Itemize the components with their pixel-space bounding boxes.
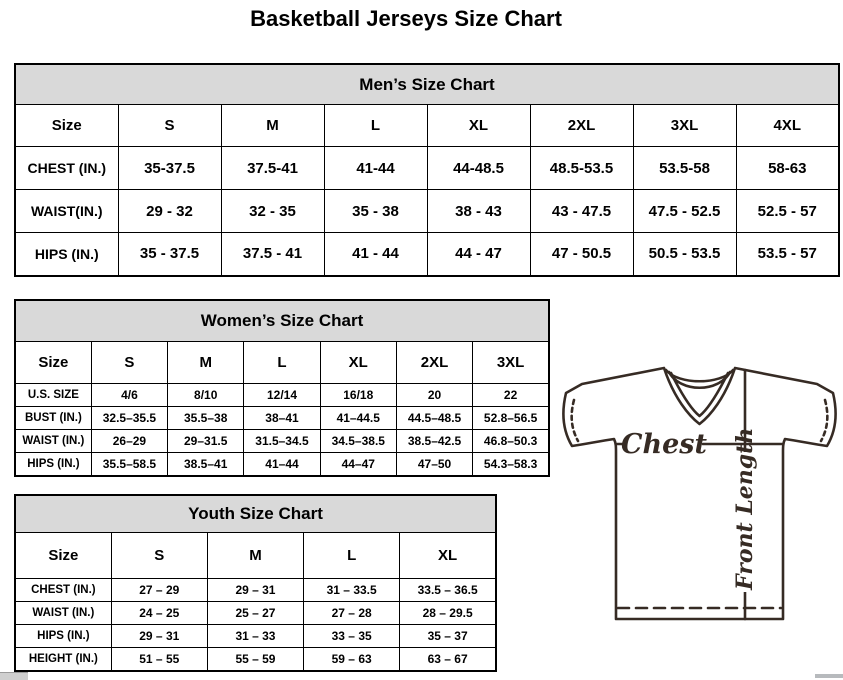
youth-cell: 55 – 59 [207,648,303,671]
youth-cell: 29 – 31 [207,579,303,602]
mens-cell: 38 - 43 [427,190,530,233]
youth-table-row [15,602,496,625]
youth-cell: 59 – 63 [304,648,400,671]
mens-cell: 35 - 37.5 [118,233,221,276]
womens-row-label: U.S. SIZE [15,384,91,407]
mens-cell: 41-44 [324,147,427,190]
womens-cell: 4/6 [91,384,167,407]
mens-cell: 48.5-53.5 [530,147,633,190]
page-title: Basketball Jerseys Size Chart [250,6,562,31]
mens-cell: 37.5-41 [221,147,324,190]
womens-column-header: M [168,342,244,384]
front-length-measurement-label: Front Length [732,427,758,590]
mens-column-header: 2XL [530,105,633,147]
mens-cell: 35-37.5 [118,147,221,190]
womens-cell: 34.5–38.5 [320,430,396,453]
womens-cell: 35.5–38 [168,407,244,430]
youth-cell: 25 – 27 [207,602,303,625]
youth-cell: 24 – 25 [111,602,207,625]
youth-row-label: HIPS (IN.) [15,625,111,648]
youth-cell: 33 – 35 [304,625,400,648]
womens-cell: 22 [473,384,549,407]
womens-size-chart-table [14,299,550,477]
womens-column-header: Size [15,342,91,384]
mens-cell: 47.5 - 52.5 [633,190,736,233]
womens-cell: 32.5–35.5 [91,407,167,430]
mens-row-label: CHEST (IN.) [15,147,118,190]
womens-column-header: 3XL [473,342,549,384]
youth-cell: 51 – 55 [111,648,207,671]
mens-column-header: S [118,105,221,147]
womens-table-row [15,453,549,476]
womens-chart-title: Women’s Size Chart [15,300,549,342]
youth-chart-title: Youth Size Chart [15,495,496,533]
mens-cell: 53.5 - 57 [736,233,839,276]
mens-table-row [15,190,839,233]
youth-column-header: XL [400,533,496,579]
youth-cell: 27 – 28 [304,602,400,625]
womens-table-row [15,384,549,407]
womens-column-header: L [244,342,320,384]
womens-cell: 8/10 [168,384,244,407]
womens-cell: 38.5–41 [168,453,244,476]
mens-column-header: 4XL [736,105,839,147]
womens-cell: 12/14 [244,384,320,407]
chest-measurement-label: Chest [621,429,707,460]
mens-cell: 44 - 47 [427,233,530,276]
youth-table-row [15,579,496,602]
mens-row-label: HIPS (IN.) [15,233,118,276]
womens-cell: 38–41 [244,407,320,430]
youth-cell: 29 – 31 [111,625,207,648]
youth-cell: 31 – 33.5 [304,579,400,602]
womens-cell: 38.5–42.5 [396,430,472,453]
mens-cell: 41 - 44 [324,233,427,276]
womens-column-header: 2XL [396,342,472,384]
youth-row-label: HEIGHT (IN.) [15,648,111,671]
womens-column-header: S [91,342,167,384]
womens-table-row [15,430,549,453]
mens-cell: 47 - 50.5 [530,233,633,276]
mens-size-chart-table [14,63,840,277]
womens-cell: 29–31.5 [168,430,244,453]
jersey-measurement-diagram [560,360,838,628]
mens-cell: 37.5 - 41 [221,233,324,276]
youth-cell: 28 – 29.5 [400,602,496,625]
mens-column-header: XL [427,105,530,147]
womens-cell: 41–44.5 [320,407,396,430]
youth-column-header: L [304,533,400,579]
youth-cell: 35 – 37 [400,625,496,648]
mens-column-header: L [324,105,427,147]
mens-column-header: 3XL [633,105,736,147]
womens-row-label: WAIST (IN.) [15,430,91,453]
scrollbar-fragment-right[interactable] [815,674,843,678]
mens-table-row [15,233,839,276]
womens-cell: 44–47 [320,453,396,476]
womens-cell: 31.5–34.5 [244,430,320,453]
mens-cell: 44-48.5 [427,147,530,190]
mens-cell: 35 - 38 [324,190,427,233]
youth-table-row [15,648,496,671]
womens-row-label: HIPS (IN.) [15,453,91,476]
mens-column-header: M [221,105,324,147]
womens-cell: 44.5–48.5 [396,407,472,430]
womens-column-header: XL [320,342,396,384]
mens-cell: 29 - 32 [118,190,221,233]
youth-table-row [15,625,496,648]
womens-cell: 26–29 [91,430,167,453]
mens-cell: 58-63 [736,147,839,190]
womens-row-label: BUST (IN.) [15,407,91,430]
mens-cell: 53.5-58 [633,147,736,190]
mens-chart-title: Men’s Size Chart [15,64,839,105]
youth-column-header: S [111,533,207,579]
youth-cell: 33.5 – 36.5 [400,579,496,602]
jersey-outline [563,368,835,619]
youth-column-header: M [207,533,303,579]
youth-row-label: WAIST (IN.) [15,602,111,625]
youth-size-chart-table [14,494,497,672]
youth-column-header: Size [15,533,111,579]
youth-row-label: CHEST (IN.) [15,579,111,602]
mens-cell: 32 - 35 [221,190,324,233]
jersey-svg [560,360,838,628]
mens-row-label: WAIST(IN.) [15,190,118,233]
mens-cell: 52.5 - 57 [736,190,839,233]
mens-cell: 50.5 - 53.5 [633,233,736,276]
womens-cell: 52.8–56.5 [473,407,549,430]
womens-cell: 35.5–58.5 [91,453,167,476]
womens-cell: 16/18 [320,384,396,407]
womens-cell: 20 [396,384,472,407]
mens-cell: 43 - 47.5 [530,190,633,233]
youth-cell: 27 – 29 [111,579,207,602]
womens-cell: 41–44 [244,453,320,476]
womens-cell: 46.8–50.3 [473,430,549,453]
mens-column-header: Size [15,105,118,147]
womens-table-row [15,407,549,430]
youth-cell: 63 – 67 [400,648,496,671]
womens-cell: 54.3–58.3 [473,453,549,476]
youth-cell: 31 – 33 [207,625,303,648]
womens-cell: 47–50 [396,453,472,476]
mens-table-row [15,147,839,190]
